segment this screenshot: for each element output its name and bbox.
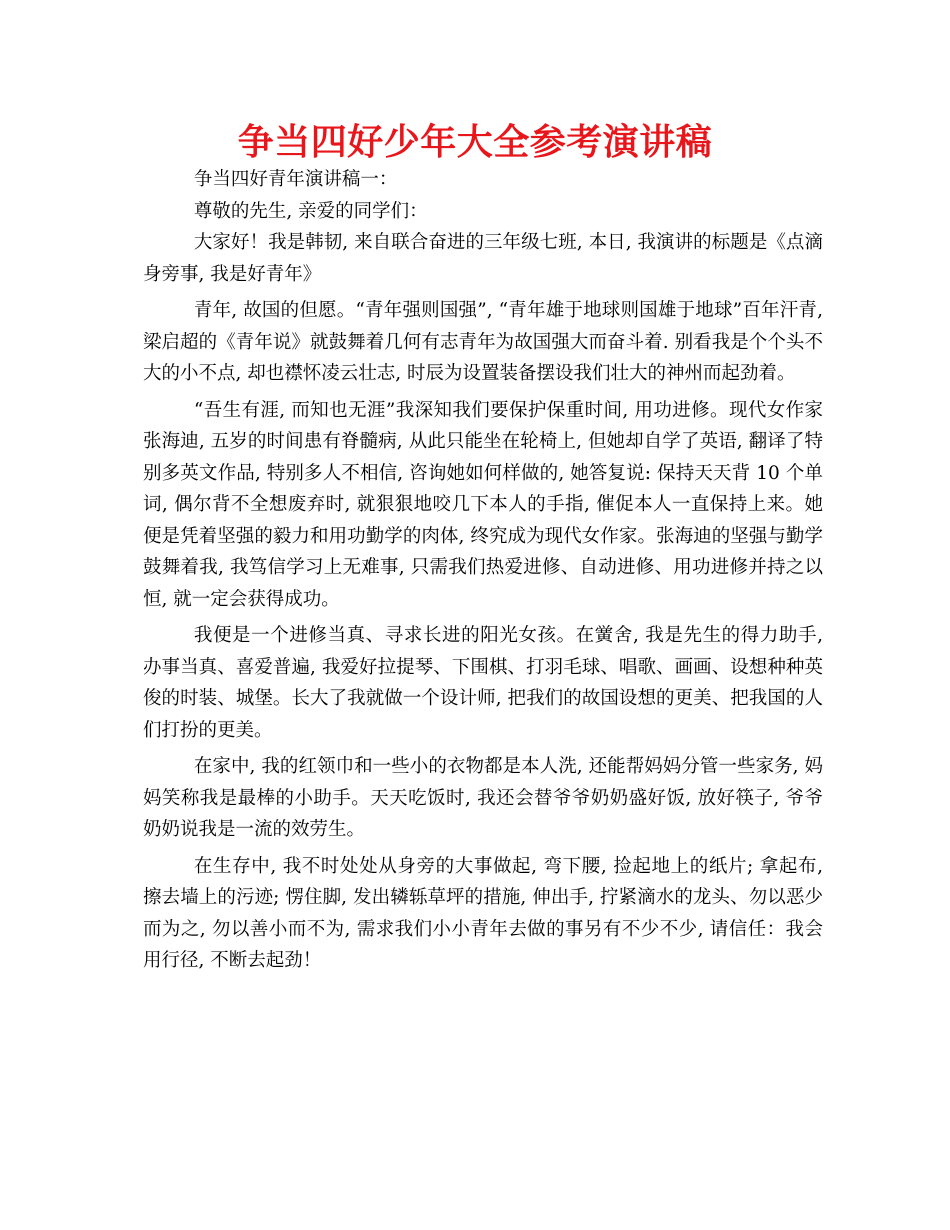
document-title: 争当四好少年大全参考演讲稿: [237, 122, 713, 163]
paragraph-heading: 争当四好青年演讲稿一：: [193, 169, 398, 190]
paragraph: 青年, 故国的但愿。“青年强则国强”, “青年雄于地球则国雄于地球”百年汗青, 梁启超的《青年说》就鼓舞着几何有志青年为故国强大而奋斗着. 别看我是个个头不大的小不点, 却也襟怀凌云壮志, 时辰为设置装备摆设我们壮大的神州而起劲着。: [143, 300, 823, 384]
paragraph-salutation: 尊敬的先生, 亲爱的同学们：: [193, 200, 428, 222]
paragraph: 我便是一个进修当真、寻求长进的阳光女孩。在黉舍, 我是先生的得力助手, 办事当真、喜爱普遍, 我爱好拉提琴、下围棋、打羽毛球、唱歌、画画、设想种种英俊的时装、城堡。长大了我就做一个设计师, 把我们的故国设想的更美、把我国的人们打扮的更美。: [143, 625, 823, 741]
paragraph: 在生存中, 我不时处处从身旁的大事做起, 弯下腰, 捡起地上的纸片; 拿起布, 擦去墙上的污迹; 愣住脚, 发出辚轹草坪的措施, 伸出手, 拧紧滴水的龙头、勿以恶少而为之, 勿以善小而不为, 需求我们小小青年去做的事另有不少不少, 请信任：我会用行径, 不断去起劲！: [143, 855, 823, 971]
paragraph: 在家中, 我的红领巾和一些小的衣物都是本人洗, 还能帮妈妈分管一些家务, 妈妈笑称我是最棒的小助手。天天吃饭时, 我还会替爷爷奶奶盛好饭, 放好筷子, 爷爷奶奶说我是一流的效劳生。: [143, 756, 823, 840]
paragraph: “吾生有涯, 而知也无涯”我深知我们要保护保重时间, 用功进修。现代女作家张海迪, 五岁的时间患有脊髓病, 从此只能坐在轮椅上, 但她却自学了英语, 翻译了特别多英文作品, 特别多人不相信, 咨询她如何样做的, 她答复说: 保持天天背 10 个单词, 偶尔背不全想废弃时, 就狠狠地咬几下本人的手指, 催促本人一直保持上来。她便是凭着坚强的毅力和用功勤学的肉体, 终究成为现代女作家。张海迪的坚强与勤学鼓舞着我, 我笃信学习上无难事, 只需我们热爱进修、自动进修、用功进修并持之以恒, 就一定会获得成功。: [143, 399, 823, 610]
document-body: [143, 164, 823, 982]
paragraph: 大家好！我是韩韧, 来自联合奋进的三年级七班, 本日, 我演讲的标题是《点滴身旁事, 我是好青年》: [143, 232, 823, 285]
